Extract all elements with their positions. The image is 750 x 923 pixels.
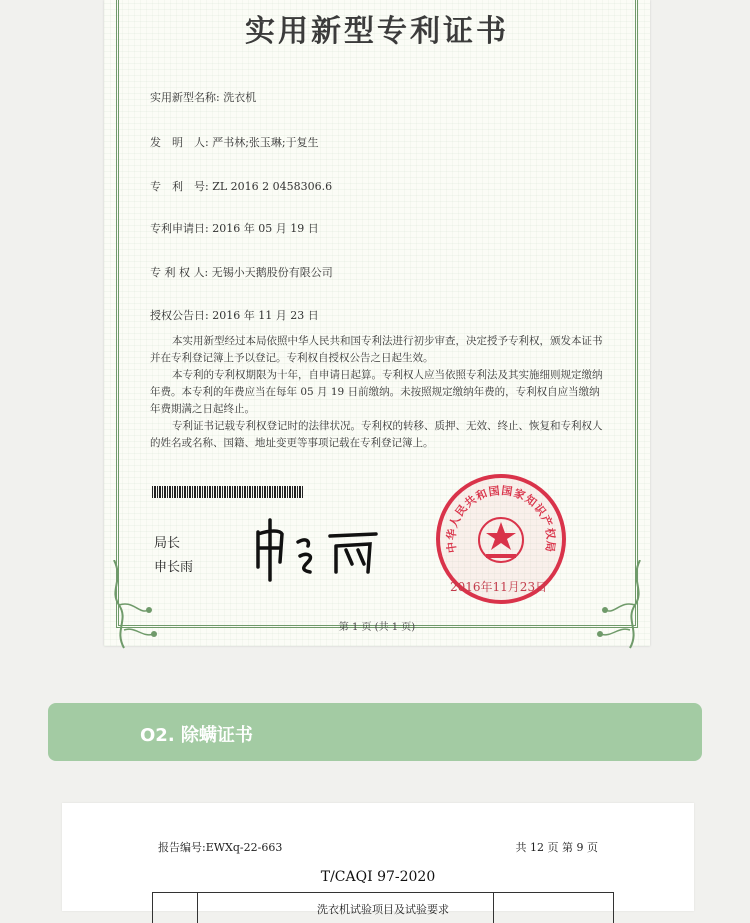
field-label: 专 利 号:: [150, 180, 209, 193]
field-value: 2016 年 05 月 19 日: [212, 222, 319, 235]
section-banner: [48, 703, 702, 761]
test-report: [62, 803, 694, 916]
field-label: 实用新型名称:: [150, 91, 220, 104]
table-caption: 洗衣机试验项目及试验要求: [317, 903, 449, 916]
field-value: ZL 2016 2 0458306.6: [212, 180, 333, 193]
issue-date: 2016年11月23日: [450, 580, 548, 594]
report-standard: T/CAQI 97-2020: [320, 869, 436, 885]
field-value: 2016 年 11 月 23 日: [212, 309, 319, 322]
field-label: 发 明 人:: [150, 136, 209, 149]
director-signature: [250, 512, 380, 582]
field-patentee: [150, 264, 333, 280]
field-label: 授权公告日:: [150, 309, 209, 322]
report-page-info: 共 12 页 第 9 页: [515, 841, 598, 854]
certificate-body: [150, 333, 608, 452]
certificate-title: 实用新型专利证书: [245, 14, 509, 49]
field-inventors: [150, 134, 319, 150]
field-name: [150, 89, 256, 105]
section-label: O2. 除螨证书: [140, 725, 253, 746]
page-number: 第 1 页 (共 1 页): [338, 622, 416, 633]
right-ornament: [590, 560, 650, 650]
report-table: [152, 892, 614, 923]
field-value: 严书林;张玉琳;于复生: [212, 136, 319, 149]
report-number: 报告编号:EWXq-22-663: [158, 841, 283, 854]
body-paragraph: 本专利的专利权期限为十年，自申请日起算。专利权人应当依照专利法及其实施细则规定缴纳年费。本专利的年费应当在每年 05 月 19 日前缴纳。未按照规定缴纳年费的，专利权自应当缴纳年费期满之日起终止。: [150, 369, 603, 415]
field-value: 洗衣机: [223, 91, 257, 104]
svg-text:中华人民共和国国家知识产权局: 中华人民共和国国家知识产权局: [444, 484, 558, 554]
field-grant-date: [150, 307, 319, 323]
patent-certificate: [104, 0, 650, 646]
field-patent-number: [150, 178, 332, 194]
field-label: 专 利 权 人:: [150, 266, 209, 279]
body-paragraph: 本实用新型经过本局依照中华人民共和国专利法进行初步审查，决定授予专利权，颁发本证书并在专利登记簿上予以登记。专利权自授权公告之日起生效。: [150, 335, 603, 364]
field-value: 无锡小天鹅股份有限公司: [211, 266, 333, 279]
body-paragraph: 专利证书记载专利权登记时的法律状况。专利权的转移、质押、无效、终止、恢复和专利权人的姓名或名称、国籍、地址变更等事项记载在专利登记簿上。: [150, 420, 603, 449]
field-label: 专利申请日:: [150, 222, 209, 235]
director-title: 局长: [154, 536, 181, 551]
barcode: [152, 486, 304, 498]
field-application-date: [150, 220, 319, 236]
director-name: 申长雨: [154, 560, 194, 575]
